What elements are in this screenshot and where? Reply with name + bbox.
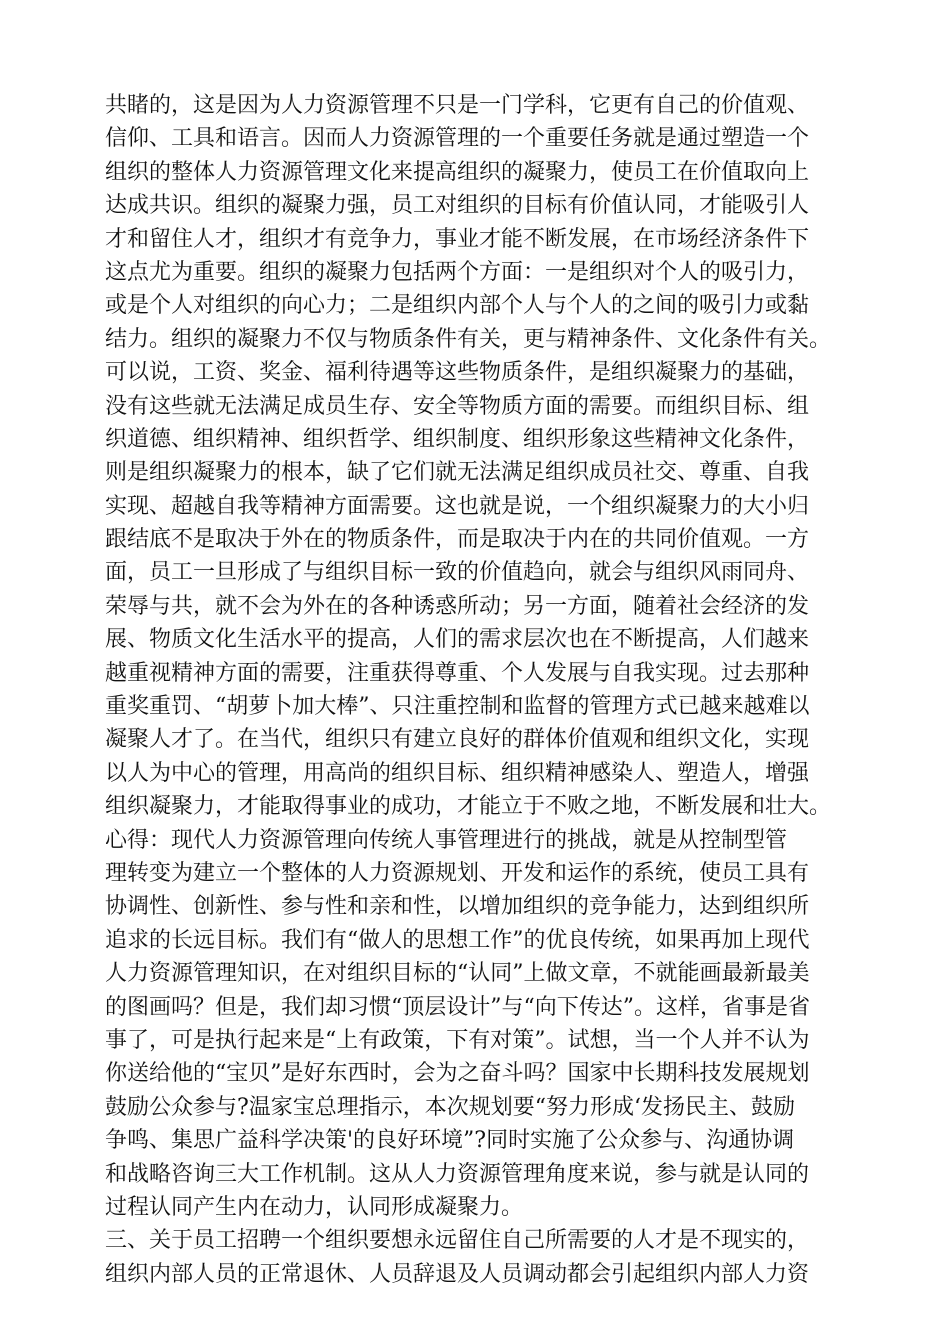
text-line-11: 织道德、组织精神、组织哲学、组织制度、组织形象这些精神文化条件， bbox=[105, 426, 810, 452]
text-line-21: 以人为中心的管理，用高尚的组织目标、组织精神感染人、塑造人，增强 bbox=[105, 760, 810, 786]
text-line-18: 越重视精神方面的需要，注重获得尊重、个人发展与自我实现。过去那种 bbox=[105, 660, 810, 686]
text-line-24: 理转变为建立一个整体的人力资源规划、开发和运作的系统，使员工具有 bbox=[105, 860, 810, 886]
text-line-3: 组织的整体人力资源管理文化来提高组织的凝聚力，使员工在价值取向上 bbox=[105, 159, 810, 185]
text-line-4: 达成共识。组织的凝聚力强，员工对组织的目标有价值认同，才能吸引人 bbox=[105, 193, 810, 219]
text-line-14: 跟结底不是取决于外在的物质条件，而是取决于内在的共同价值观。一方 bbox=[105, 527, 810, 553]
text-line-12: 则是组织凝聚力的根本，缺了它们就无法满足组织成员社交、尊重、自我 bbox=[105, 460, 810, 486]
text-line-2: 信仰、工具和语言。因而人力资源管理的一个重要任务就是通过塑造一个 bbox=[105, 126, 810, 152]
text-line-20: 凝聚人才了。在当代，组织只有建立良好的群体价值观和组织文化，实现 bbox=[105, 727, 810, 753]
text-line-33: 和战略咨询三大工作机制。这从人力资源管理角度来说，参与就是认同的 bbox=[105, 1161, 810, 1187]
text-line-30: 你送给他的“宝贝”是好东西时，会为之奋斗吗？国家中长期科技发展规划 bbox=[105, 1061, 810, 1087]
text-line-28: 的图画吗？但是，我们却习惯“顶层设计”与“向下传达”。这样，省事是省 bbox=[105, 994, 810, 1020]
text-line-1: 共睹的，这是因为人力资源管理不只是一门学科，它更有自己的价值观、 bbox=[105, 93, 810, 118]
text-line-6: 这点尤为重要。组织的凝聚力包括两个方面：一是组织对个人的吸引力， bbox=[105, 259, 810, 285]
text-line-32: 争鸣、集思广益科学决策'的良好环境”?同时实施了公众参与、沟通协调 bbox=[105, 1128, 795, 1154]
text-line-5: 才和留住人才，组织才有竞争力，事业才能不断发展，在市场经济条件下 bbox=[105, 226, 810, 252]
text-line-15: 面，员工一旦形成了与组织目标一致的价值趋向，就会与组织风雨同舟、 bbox=[105, 560, 810, 586]
text-line-19: 重奖重罚、“胡萝卜加大棒”、只注重控制和监督的管理方式已越来越难以 bbox=[105, 694, 810, 720]
text-line-29: 事了，可是执行起来是“上有政策，下有对策”。试想，当一个人并不认为 bbox=[105, 1027, 810, 1053]
text-line-25: 协调性、创新性、参与性和亲和性，以增加组织的竞争能力，达到组织所 bbox=[105, 894, 810, 920]
text-line-34: 过程认同产生内在动力，认同形成凝聚力。 bbox=[105, 1194, 524, 1220]
body-text bbox=[105, 89, 905, 1291]
text-line-13: 实现、超越自我等精神方面需要。这也就是说，一个组织凝聚力的大小归 bbox=[105, 493, 810, 519]
text-line-9: 可以说，工资、奖金、福利待遇等这些物质条件，是组织凝聚力的基础， bbox=[105, 360, 810, 386]
text-line-27: 人力资源管理知识，在对组织目标的“认同”上做文章，不就能画最新最美 bbox=[105, 961, 810, 987]
text-line-36: 组织内部人员的正常退休、人员辞退及人员调动都会引起组织内部人力资 bbox=[105, 1261, 810, 1287]
text-line-10: 没有这些就无法满足成员生存、安全等物质方面的需要。而组织目标、组 bbox=[105, 393, 810, 419]
text-line-17: 展、物质文化生活水平的提高，人们的需求层次也在不断提高，人们越来 bbox=[105, 627, 810, 653]
text-line-22: 组织凝聚力，才能取得事业的成功，才能立于不败之地，不断发展和壮大。 bbox=[105, 794, 832, 820]
text-line-35: 三、关于员工招聘一个组织要想永远留住自己所需要的人才是不现实的， bbox=[105, 1228, 810, 1254]
text-line-7: 或是个人对组织的向心力；二是组织内部个人与个人的之间的吸引力或黏 bbox=[105, 293, 810, 319]
text-line-31: 鼓励公众参与?温家宝总理指示，本次规划要“努力形成‘发扬民主、鼓励 bbox=[105, 1094, 796, 1120]
text-line-23: 心得：现代人力资源管理向传统人事管理进行的挑战，就是从控制型管 bbox=[105, 827, 788, 853]
text-line-8: 结力。组织的凝聚力不仅与物质条件有关，更与精神条件、文化条件有关。 bbox=[105, 326, 832, 352]
text-line-16: 荣辱与共，就不会为外在的各种诱惑所动；另一方面，随着社会经济的发 bbox=[105, 593, 810, 619]
text-line-26: 追求的长远目标。我们有“做人的思想工作”的优良传统，如果再加上现代 bbox=[105, 927, 810, 953]
